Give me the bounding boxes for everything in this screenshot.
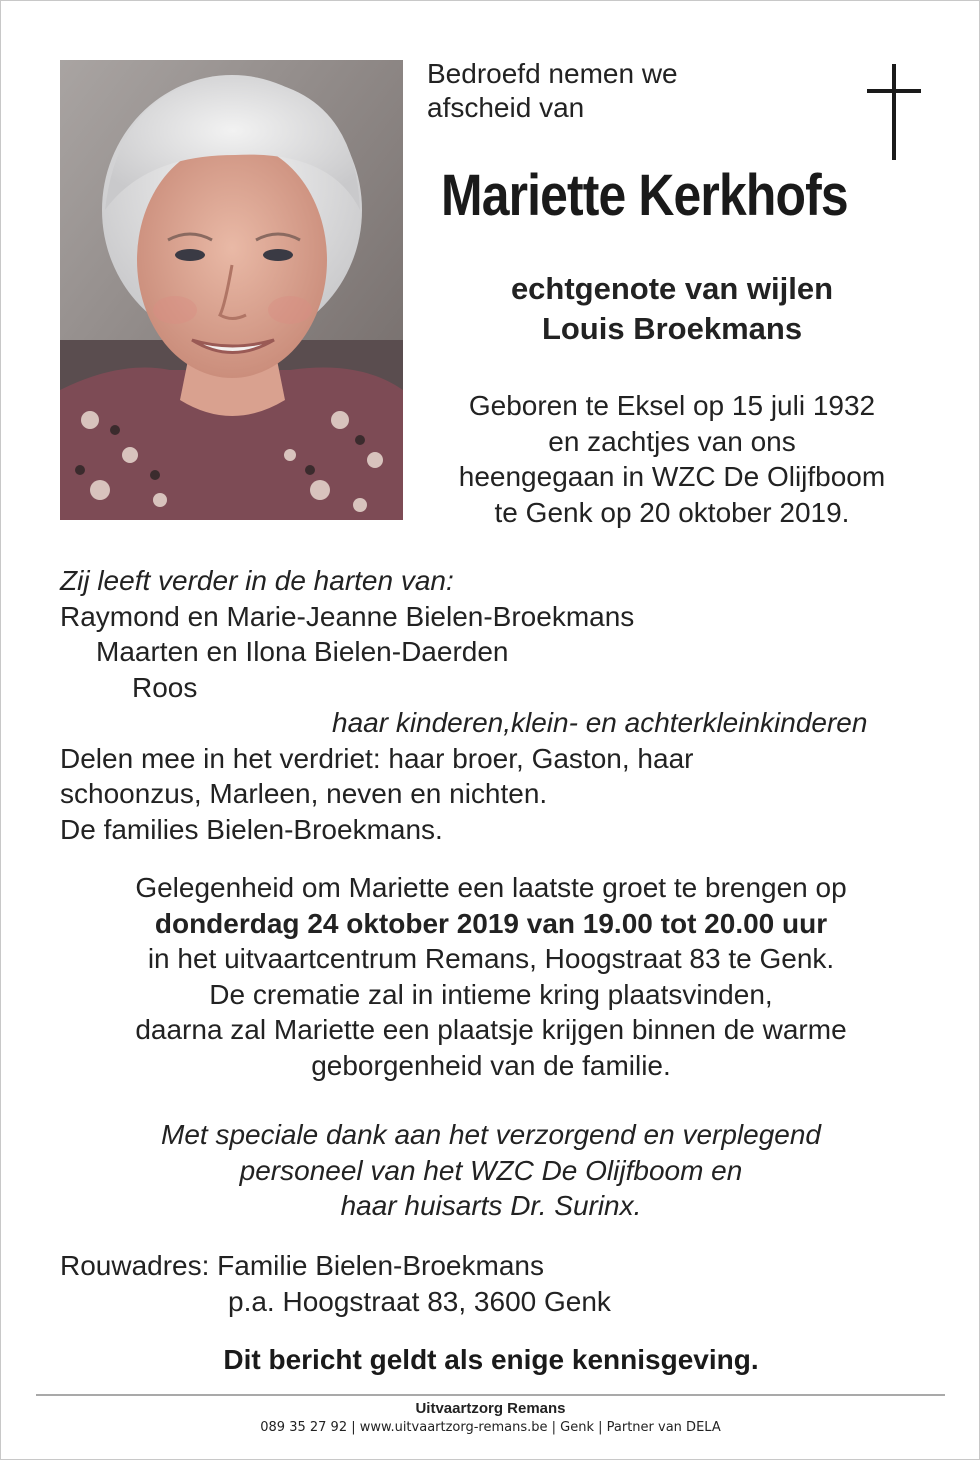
survivor-line: Raymond en Marie-Jeanne Bielen-Broekmans: [60, 600, 635, 632]
portrait-photo: [60, 60, 403, 520]
footer-company: Uitvaartzorg Remans: [415, 1400, 566, 1417]
survivor-line: Maarten en Ilona Bielen-Daerden: [96, 636, 509, 667]
spouse-info: [427, 269, 917, 349]
intro-text: [427, 57, 678, 125]
birth-death-line: heengegaan in WZC De Olijfboom: [458, 461, 886, 492]
mourning-address: [60, 1248, 611, 1319]
ceremony-line: daarna zal Mariette een plaatsje krijgen binnen de warme: [135, 1014, 847, 1045]
footer-info: 089 35 27 92 | www.uitvaartzorg-remans.be | Genk | Partner van DELA: [260, 1420, 721, 1435]
birth-death-info: [427, 388, 917, 530]
ceremony-section: [41, 870, 941, 1083]
address-line-2: p.a. Hoogstraat 83, 3600 Genk: [228, 1285, 611, 1317]
survivors-heading: Zij leeft verder in de harten van:: [60, 565, 454, 596]
survivor-line: Roos: [132, 671, 198, 703]
spouse-line-2: Louis Broekmans: [541, 311, 803, 346]
thanks-line: haar huisarts Dr. Surinx.: [340, 1190, 642, 1221]
ceremony-line: Gelegenheid om Mariette een laatste groet te brengen op: [135, 872, 847, 903]
others-line: schoonzus, Marleen, neven en nichten.: [60, 778, 548, 809]
spouse-line-1: echtgenote van wijlen: [510, 271, 834, 306]
cross-icon: [865, 64, 925, 160]
deceased-name: Mariette Kerkhofs: [441, 163, 848, 228]
notice-text: Dit bericht geldt als enige kennisgeving.: [223, 1344, 759, 1375]
intro-line-2: afscheid van: [427, 92, 585, 123]
others-line: Delen mee in het verdriet: haar broer, Gaston, haar: [60, 742, 694, 774]
survivors-section: [60, 563, 940, 847]
birth-death-line: Geboren te Eksel op 15 juli 1932: [468, 390, 876, 421]
others-line: De families Bielen-Broekmans.: [60, 813, 443, 845]
birth-death-line: en zachtjes van ons: [548, 425, 796, 457]
footer-divider: [36, 1394, 945, 1396]
thanks-line: personeel van het WZC De Olijfboom en: [239, 1154, 743, 1186]
ceremony-line: in het uitvaartcentrum Remans, Hoogstraat 83 te Genk.: [147, 943, 835, 974]
thanks-line: Met speciale dank aan het verzorgend en verplegend: [161, 1119, 821, 1150]
thanks-section: [41, 1117, 941, 1224]
intro-line-1: Bedroefd nemen we: [427, 58, 678, 89]
ceremony-line: geborgenheid van de familie.: [311, 1049, 671, 1081]
ceremony-datetime: donderdag 24 oktober 2019 van 19.00 tot 20.00 uur: [154, 907, 828, 939]
birth-death-line: te Genk op 20 oktober 2019.: [494, 496, 850, 528]
ceremony-line: De crematie zal in intieme kring plaatsvinden,: [209, 978, 773, 1010]
survivors-relation: haar kinderen,klein- en achterkleinkinderen: [332, 707, 868, 738]
address-line-1: Rouwadres: Familie Bielen-Broekmans: [60, 1250, 544, 1281]
